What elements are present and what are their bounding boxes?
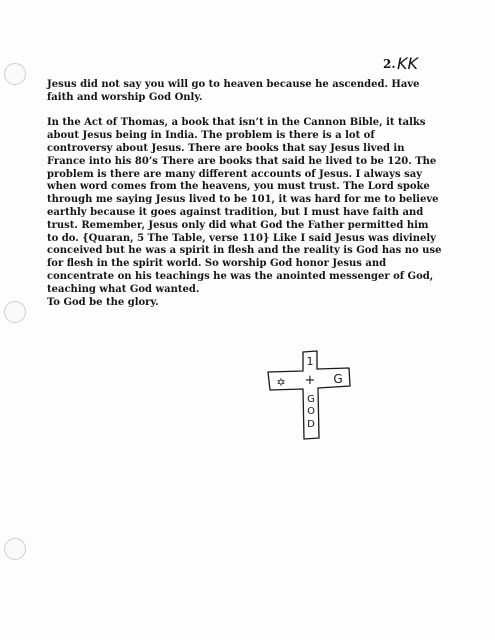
- cross-top-letter: 1: [306, 355, 314, 368]
- text-line: trust. Remember, Jesus only did what God the Father permitted him: [47, 219, 429, 231]
- page-number: 2.: [383, 57, 396, 71]
- text-line: for flesh in the spirit world. So worship God honor Jesus and: [47, 258, 387, 270]
- punch-hole: [4, 538, 26, 560]
- text-line: faith and worship God Only.: [47, 91, 203, 103]
- cross-right-letter: G: [333, 372, 343, 386]
- text-line: problem is there are many different accounts of Jesus. I always say: [47, 168, 423, 180]
- star-of-david-icon: ✡: [276, 376, 286, 389]
- text-line: France into his 80’s There are books that said he lived to be 120. The: [47, 155, 437, 167]
- punch-hole: [4, 301, 26, 323]
- text-line: controversy about Jesus. There are books that say Jesus lived in: [47, 142, 405, 154]
- text-line: to do. {Quaran, 5 The Table, verse 110} Like I said Jesus was divinely: [47, 232, 436, 244]
- handwritten-initials: KK: [397, 54, 418, 73]
- text-line: concentrate on his teachings he was the anointed messenger of God,: [47, 270, 434, 282]
- document-body: [47, 79, 447, 309]
- cross-letter-d: D: [307, 419, 315, 430]
- cross-letter-g: G: [307, 394, 315, 405]
- text-line: In the Act of Thomas, a book that isn’t in the Cannon Bible, it talks: [47, 117, 426, 129]
- punch-hole: [4, 63, 26, 85]
- cross-center-symbol: +: [304, 373, 316, 388]
- paragraph: [47, 79, 447, 105]
- text-line: conceived but he was a spirit in flesh and the reality is God has no use: [47, 245, 442, 257]
- text-line: through me saying Jesus lived to be 101, it was hard for me to believe: [47, 194, 439, 206]
- text-line: Jesus did not say you will go to heaven because he ascended. Have: [47, 79, 420, 90]
- text-line: earthly because it goes against tradition, but I must have faith and: [47, 206, 424, 218]
- text-line: about Jesus being in India. The problem is there is a lot of: [47, 130, 375, 142]
- cross-letter-o: O: [307, 406, 315, 417]
- text-line: teaching what God wanted.: [47, 283, 200, 295]
- paragraph: [47, 117, 447, 309]
- text-line: To God be the glory.: [47, 296, 159, 308]
- text-line: when word comes from the heavens, you must trust. The Lord spoke: [47, 181, 430, 193]
- cross-drawing: [265, 350, 365, 440]
